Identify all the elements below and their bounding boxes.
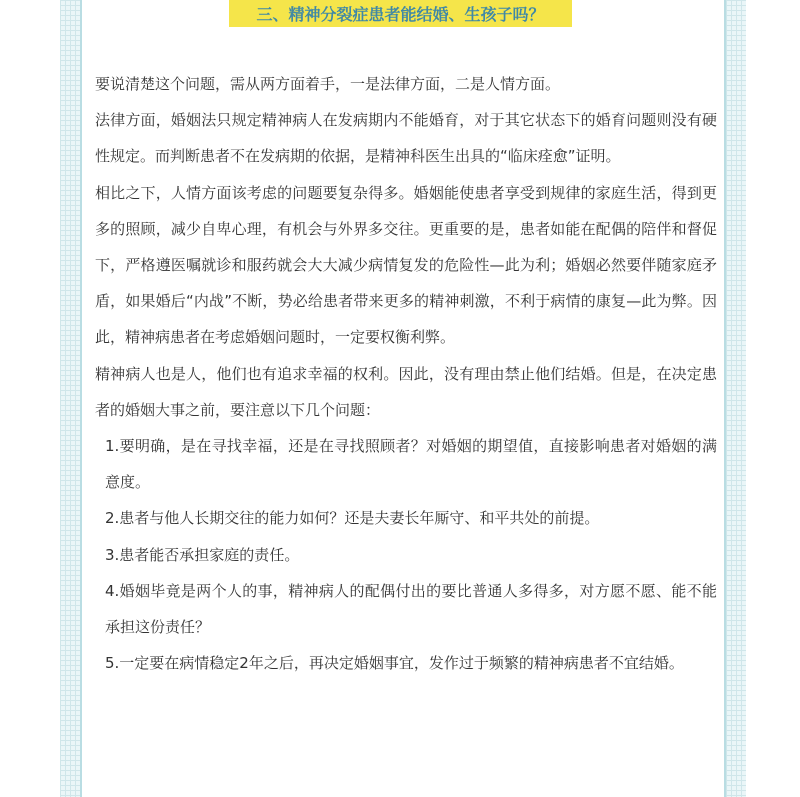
list-item: 4.婚姻毕竟是两个人的事，精神病人的配偶付出的要比普通人多得多，对方愿不愿、能不能承担这份责任？ — [105, 581, 717, 637]
list-item: 5.一定要在病情稳定2年之后，再决定婚姻事宜，发作过于频繁的精神病患者不宜结婚。 — [105, 654, 684, 673]
list-item: 2.患者与他人长期交往的能力如何？还是夫妻长年厮守、和平共处的前提。 — [105, 509, 600, 528]
article-body — [95, 66, 717, 681]
list-item: 1.要明确，是在寻找幸福，还是在寻找照顾者？对婚姻的期望值，直接影响患者对婚姻的满意度。 — [105, 437, 717, 492]
paragraph-legal: 法律方面，婚姻法只规定精神病人在发病期内不能婚育，对于其它状态下的婚育问题则没有硬性规定。而判断患者不在发病期的依据，是精神科医生出具的“临床痊愈”证明。 — [95, 111, 717, 166]
right-decorative-border — [724, 0, 746, 797]
paragraph-human-factors: 相比之下，人情方面该考虑的问题要复杂得多。婚姻能使患者享受到规律的家庭生活，得到更多的照顾，减少自卑心理，有机会与外界多交往。更重要的是，患者如能在配偶的陪伴和督促下，严格遵医嘱就诊和服药就会大大减少病情复发的危险性—此为利；婚姻必然要伴随家庭矛盾，如果婚后“内战”不断，势必给患者带来更多的精神刺激，不利于病情的康复—此为弊。因此，精神病患者在考虑婚姻问题时，一定要权衡利弊。 — [95, 183, 717, 347]
list-item: 3.患者能否承担家庭的责任。 — [105, 545, 300, 564]
paragraph-rights: 精神病人也是人，他们也有追求幸福的权利。因此，没有理由禁止他们结婚。但是，在决定患者的婚姻大事之前，要注意以下几个问题： — [95, 364, 717, 419]
section-title-banner — [229, 0, 572, 27]
article-content — [82, 0, 724, 797]
section-title: 三、精神分裂症患者能结婚、生孩子吗？ — [256, 5, 545, 24]
left-decorative-border — [60, 0, 82, 797]
paragraph-intro: 要说清楚这个问题，需从两方面着手，一是法律方面，二是人情方面。 — [95, 75, 561, 93]
